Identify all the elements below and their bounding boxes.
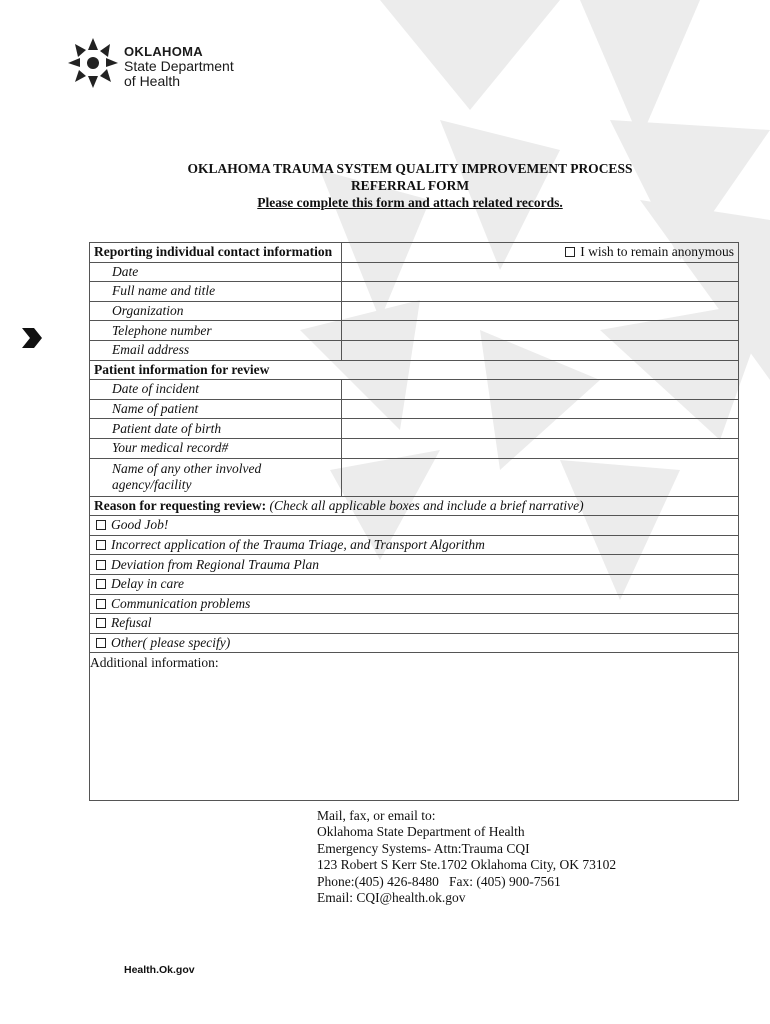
checkbox[interactable] <box>96 618 106 628</box>
title-line-1: OKLAHOMA TRAUMA SYSTEM QUALITY IMPROVEMENT PROCESS <box>187 161 633 176</box>
date-of-incident-input[interactable] <box>342 380 739 400</box>
reason-option-triage[interactable] <box>90 535 739 555</box>
contact-section-heading: Reporting individual contact information <box>90 243 342 263</box>
field-label-full-name: Full name and title <box>90 282 342 302</box>
reason-heading-text: Reason for requesting review: <box>94 497 267 513</box>
field-label-medical-record: Your medical record# <box>90 438 342 458</box>
field-label-date-of-incident: Date of incident <box>90 380 342 400</box>
checkbox[interactable] <box>96 599 106 609</box>
reason-option-label: Refusal <box>111 615 152 631</box>
other-agency-input[interactable] <box>342 458 739 496</box>
reason-option-good-job[interactable] <box>90 516 739 536</box>
reason-instruction: (Check all applicable boxes and include a brief narrative) <box>269 497 584 513</box>
title-line-2: REFERRAL FORM <box>350 178 470 193</box>
osdh-logo <box>66 36 266 96</box>
anonymous-checkbox[interactable] <box>565 247 575 257</box>
org-line-2: State Department <box>124 58 234 74</box>
checkbox[interactable] <box>96 579 106 589</box>
date-input[interactable] <box>342 262 739 282</box>
star-burst-logo-icon <box>66 36 120 90</box>
additional-information-field[interactable] <box>90 653 739 801</box>
reason-section-heading <box>90 496 739 516</box>
full-name-input[interactable] <box>342 282 739 302</box>
checkbox[interactable] <box>96 520 106 530</box>
form-title <box>60 160 760 211</box>
field-label-telephone: Telephone number <box>90 321 342 341</box>
org-line-3: of Health <box>124 73 181 89</box>
org-line-1: OKLAHOMA <box>124 44 203 59</box>
field-label-organization: Organization <box>90 301 342 321</box>
organization-input[interactable] <box>342 301 739 321</box>
mail-line-3: Emergency Systems- Attn:Trauma CQI <box>317 840 530 856</box>
mail-line-2: Oklahoma State Department of Health <box>317 824 525 840</box>
patient-name-input[interactable] <box>342 399 739 419</box>
checkbox[interactable] <box>96 638 106 648</box>
chevron-right-icon <box>20 326 44 350</box>
mail-line-5: Phone:(405) 426-8480 Fax: (405) 900-7561 <box>317 873 561 889</box>
reason-option-communication[interactable] <box>90 594 739 614</box>
reason-option-label: Delay in care <box>111 576 184 592</box>
referral-form-table <box>89 242 739 801</box>
mail-line-4: 123 Robert S Kerr Ste.1702 Oklahoma City, OK 73102 <box>317 857 617 873</box>
reason-option-label: Incorrect application of the Trauma Triage, and Transport Algorithm <box>111 537 485 553</box>
reason-option-label: Good Job! <box>111 517 169 533</box>
footer-website: Health.Ok.gov <box>124 964 195 976</box>
reason-option-delay[interactable] <box>90 574 739 594</box>
form-instruction: Please complete this form and attach related records. <box>257 195 563 210</box>
checkbox[interactable] <box>96 560 106 570</box>
patient-section-heading: Patient information for review <box>90 360 739 380</box>
anonymous-label: I wish to remain anonymous <box>580 244 734 260</box>
mail-line-1: Mail, fax, or email to: <box>317 808 436 823</box>
medical-record-input[interactable] <box>342 438 739 458</box>
reason-option-label: Other( please specify) <box>111 634 231 650</box>
mail-line-6: Email: CQI@health.ok.gov <box>317 890 466 906</box>
mailing-instructions <box>317 808 737 906</box>
field-label-patient-dob: Patient date of birth <box>90 419 342 439</box>
reason-option-label: Communication problems <box>111 595 251 611</box>
email-input[interactable] <box>342 340 739 360</box>
field-label-email: Email address <box>90 340 342 360</box>
telephone-input[interactable] <box>342 321 739 341</box>
reason-option-refusal[interactable] <box>90 614 739 634</box>
reason-option-label: Deviation from Regional Trauma Plan <box>111 556 319 572</box>
anonymous-option[interactable] <box>342 243 739 263</box>
reason-option-other[interactable] <box>90 633 739 653</box>
additional-information-label: Additional information: <box>90 655 219 671</box>
field-label-patient-name: Name of patient <box>90 399 342 419</box>
checkbox[interactable] <box>96 540 106 550</box>
organization-name <box>124 44 234 89</box>
field-label-other-agency: Name of any other involved agency/facility <box>90 458 342 496</box>
patient-dob-input[interactable] <box>342 419 739 439</box>
field-label-date: Date <box>90 262 342 282</box>
reason-option-deviation[interactable] <box>90 555 739 575</box>
